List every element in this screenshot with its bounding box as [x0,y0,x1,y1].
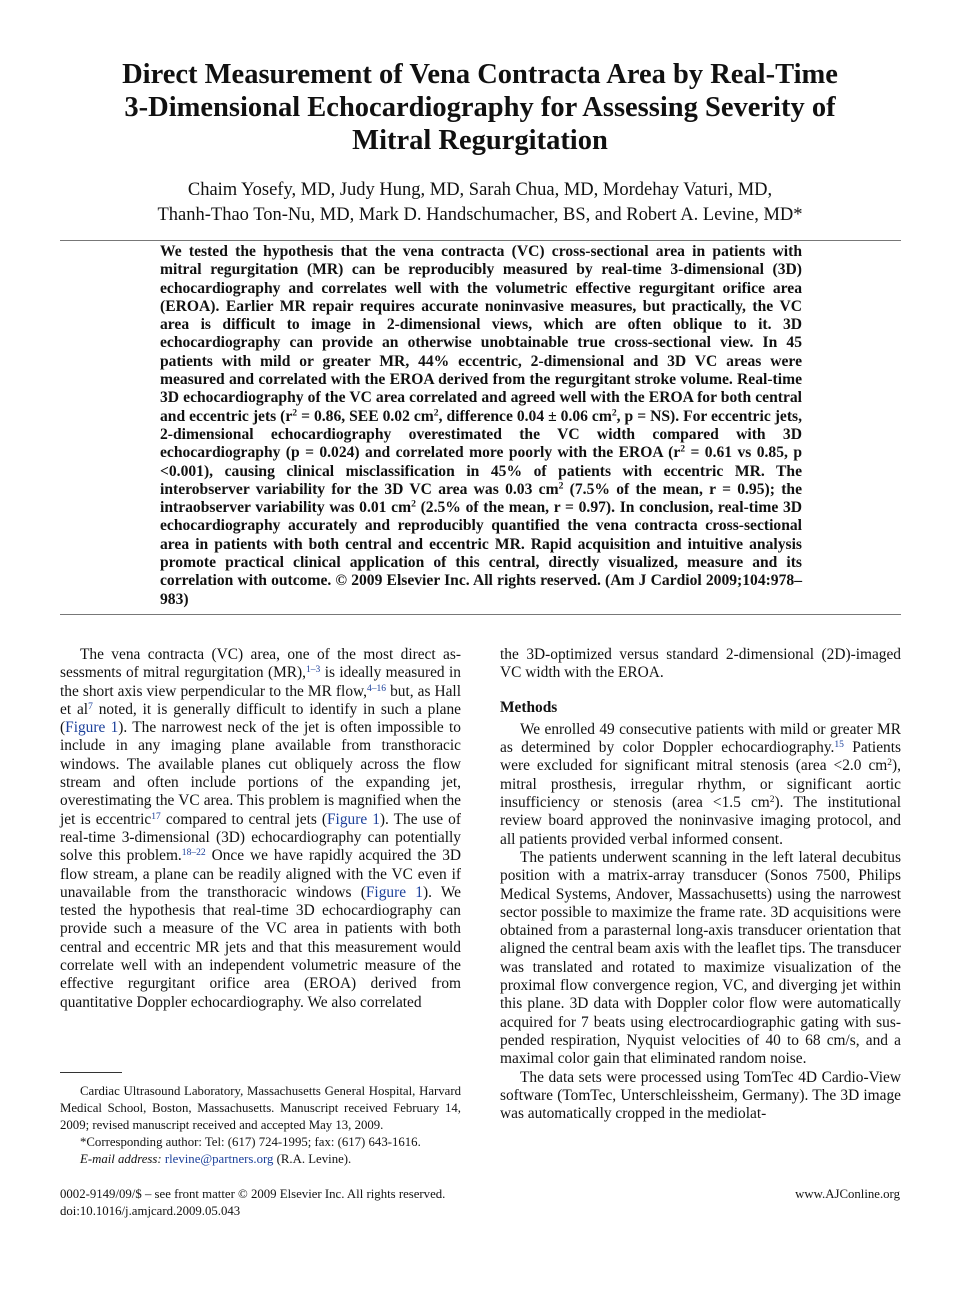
figure-1-link[interactable]: Figure 1 [365,883,423,901]
title-line: Direct Measurement of Vena Contracta Area by Real-Time [122,59,838,90]
abstract-top-rule [60,240,901,241]
methods-heading: Methods [500,698,558,716]
citation-link[interactable]: 4–16 [366,682,387,694]
corresponding-author-note: *Corresponding author: Tel: (617) 724-1995; fax: (617) 643-1616. [80,1135,421,1149]
journal-website[interactable]: www.AJConline.org [795,1187,900,1201]
author-line: Thanh-Thao Ton-Nu, MD, Mark D. Handschumacher, BS, and Robert A. Levine, MD* [157,205,803,225]
article-title [60,58,900,157]
doi-line[interactable]: doi:10.1016/j.amjcard.2009.05.043 [60,1204,241,1218]
author-list [60,178,900,228]
abstract: We tested the hypothesis that the vena contracta (VC) cross-sectional area in patients with mitral regurgitation (MR) can be reproducibly measured by real-time 3-dimensional (3D) echocardiography and correlates well with the volumetric effective regurgitant orifice area (EROA). Earlier MR repair requires accurate noninvasive measures, but practically, the VC area is difficult to image in 2-dimensional views, which are often oblique to it. 3D echocardiography can provide an otherwise unobtainable true cross-sectional view. In 45 patients with mild or greater MR, 44% eccentric, 2-dimensional and 3D VC areas were measured and correlated with the EROA derived from the regurgitant stroke volume. Real-time 3D echocardiography of the VC area correlated and agreed well with the EROA for both central and eccentric jets ($r^2 = 0.86$, SEE 0.02 $cm^2$, difference 0.04 ± 0.06 $cm^2$, p = NS). For eccentric jets, 2-dimensional echocardiography overestimated the VC width compared with 3D echocardiography (p = 0.024) and correlated more poorly with the EROA ($r^2 = 0.61$ vs 0.85, p <0.001), causing clinical misclassification in 45% of patients with eccentric MR. The interobserver variability for the 3D VC area was 0.03 $cm^2$ (7.5% of the mean, r = 0.95); the intraobserver variability was 0.01 $cm^2$ (2.5% of the mean, r = 0.97). In conclusion, real-time 3D echocardiography accurately and reproducibly quantified the vena contracta cross-sectional area in patients with both central and eccentric MR. Rapid acquisition and intuitive analysis promote practical clinical application of this central, directly visualized, measure and its correlation with outcome. © 2009 Elsevier Inc. All rights reserved. (Am J Cardiol 2009;104:978–983) [160,243,802,608]
citation-link[interactable]: 15 [834,738,844,750]
email-note: E-mail address: rlevine@partners.org (R.A. Levine). [80,1152,352,1166]
abstract-bottom-rule [60,614,901,615]
footnotes [60,1083,461,1168]
citation-link[interactable]: 18–22 [181,847,206,859]
intro-paragraph: The vena contracta (VC) area, one of the most direct assessments of mitral regurgitation (MR),$^{1-3}$ is ideally measured in the short axis view perpendicular to the MR flow,$^{4-16}$ but, as Hall et al$^7$ noted, it is generally difficult to identify in such a plane (Figure 1). The narrowest neck of the jet is often impossible to include in any imaging plane available from transthoracic windows. The available planes cut obliquely across the flow stream and often include portions of the expanding jet, overestimating the VC area. This problem is magnified when the jet is eccentric$^{17}$ compared to central jets (Figure 1). The use of real-time 3-dimensional (3D) echocardiography can potentially solve this problem.$^{18-22}$ Once we have rapidly acquired the 3D flow stream, a plane can be readily aligned with the VC even if unavailable from the transthoracic windows (Figure 1). We tested the hypothesis that real-time 3D echocardiography can provide such a measure of the VC area in patients with both central and eccentric MR jets and that this measurement would correlate well with an independent volumetric measure of the effective regurgitant orifice area (EROA) derived from quantitative Doppler echocardiography. We also correlated [60,646,462,1011]
citation-link[interactable]: 7 [88,700,93,712]
intro-continued: the 3D-optimized versus standard 2-dimensional (2D)-imaged VC width with the EROA. [500,646,901,682]
issn-line: 0002-9149/09/$ – see front matter © 2009 Elsevier Inc. All rights reserved. [60,1187,446,1201]
figure-1-link[interactable]: Figure 1 [65,719,119,737]
body-column-left [60,646,461,1012]
body-column-right [500,646,901,1123]
title-line: 3-Dimensional Echocardiography for Assessing Severity of [124,92,836,123]
methods-paragraph: We enrolled 49 consecutive patients with mild or greater MR as determined by color Doppler echocardiography.$^{15}$ Patients were excluded for significant mitral stenosis (area <2.0 $cm^2$), mitral prosthesis, irregular rhythm, or significant aortic insufficiency or stenosis (area <1.5 $cm^2$). The institutional review board approved the noninvasive imaging protocol, and all patients provided verbal informed consent. [500,720,901,848]
figure-1-link[interactable]: Figure 1 [327,810,380,828]
author-line: Chaim Yosefy, MD, Judy Hung, MD, Sarah Chua, MD, Mordehay Vaturi, MD, [187,180,773,200]
footnote-rule [60,1072,122,1073]
email-link[interactable]: rlevine@partners.org [164,1152,274,1166]
citation-link[interactable]: 1–3 [306,664,321,676]
methods-paragraph: The patients underwent scanning in the left lateral decubitus position with a matrix-array transducer (Sonos 7500, Philips Medical Systems, Andover, Massachusetts) using the narrowest sector possible to maximize the frame rate. 3D acquisitions were obtained from a parasternal long-axis transducer orientation that aligned the central beam axis with the leaflet tips. The transducer was translated and rotated to maximize visualization of the proximal flow convergence region, VC, and diverging jet within this plane. 3D data with Doppler color flow were automatically acquired for 7 beats using electrocardiographic gating with suspended respiration, Nyquist velocities of 40 to 68 cm/s, and a maximal color gain that eliminated random noise. [500,848,902,1068]
citation-link[interactable]: 17 [151,810,161,822]
affiliation-note: Cardiac Ultrasound Laboratory, Massachusetts General Hospital, Harvard Medical School, Boston, Massachusetts. Manuscript received February 14, 2009; revised manuscript received and accepted May 13, 2009. [60,1084,461,1132]
title-line: Mitral Regurgitation [352,125,608,156]
footer-left [60,1186,445,1220]
methods-paragraph: The data sets were processed using TomTec 4D Cardio-View software (TomTec, Unterschleissheim, Germany). The 3D image was automatically cropped in the mediolat- [500,1068,901,1123]
